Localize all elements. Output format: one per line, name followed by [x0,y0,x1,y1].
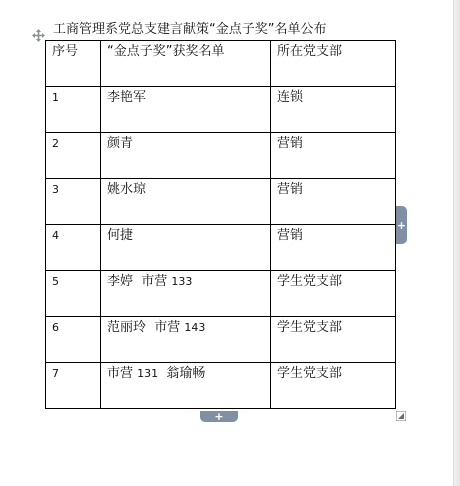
table-row [46,317,396,363]
row-index[interactable]: 2 [46,133,101,179]
row-index[interactable]: 4 [46,225,101,271]
row-branch[interactable]: 营销 [271,225,396,271]
row-name[interactable] [101,363,271,409]
row-name-text: 李艳军 [107,90,147,105]
table-row [46,179,396,225]
resize-corner-icon[interactable] [396,411,406,421]
award-table [45,40,396,409]
row-index[interactable]: 3 [46,179,101,225]
table-move-handle-icon[interactable] [31,28,46,43]
row-name[interactable] [101,133,271,179]
row-index[interactable]: 1 [46,87,101,133]
row-name-class-number: 131 [137,367,159,380]
row-name[interactable] [101,225,271,271]
table-row [46,225,396,271]
row-name-text: 翁瑜畅 [158,366,206,381]
row-index[interactable]: 7 [46,363,101,409]
insert-row-button[interactable] [200,411,238,422]
row-name[interactable] [101,87,271,133]
document-title: 工商管理系党总支建言献策“金点子奖”名单公布 [53,22,327,37]
row-name-text: 颜青 [107,136,134,151]
row-name-text: 李婷 市营 [107,274,172,289]
plus-icon: + [396,218,407,232]
header-branch[interactable]: 所在党支部 [271,41,396,87]
row-branch[interactable]: 营销 [271,179,396,225]
header-winner-name[interactable]: “金点子奖”获奖名单 [101,41,271,87]
row-name-text: 范丽玲 市营 [107,320,185,335]
window-right-edge [453,0,460,486]
row-name-text: 何捷 [107,228,134,243]
row-name-text: 姚水琼 [107,182,147,197]
row-branch[interactable]: 营销 [271,133,396,179]
row-name[interactable] [101,271,271,317]
row-name[interactable] [101,179,271,225]
table-row [46,363,396,409]
row-name-text: 市营 [107,366,138,381]
row-index[interactable]: 6 [46,317,101,363]
row-name[interactable] [101,317,271,363]
row-index[interactable]: 5 [46,271,101,317]
row-name-class-number: 133 [171,275,193,288]
row-name-class-number: 143 [184,321,206,334]
insert-column-button[interactable] [396,206,407,244]
row-branch[interactable]: 连锁 [271,87,396,133]
table-row [46,271,396,317]
table-row [46,133,396,179]
row-branch[interactable]: 学生党支部 [271,317,396,363]
row-branch[interactable]: 学生党支部 [271,271,396,317]
row-branch[interactable]: 学生党支部 [271,363,396,409]
header-index[interactable]: 序号 [46,41,101,87]
table-header-row [46,41,396,87]
plus-icon: + [214,410,224,423]
table-row [46,87,396,133]
